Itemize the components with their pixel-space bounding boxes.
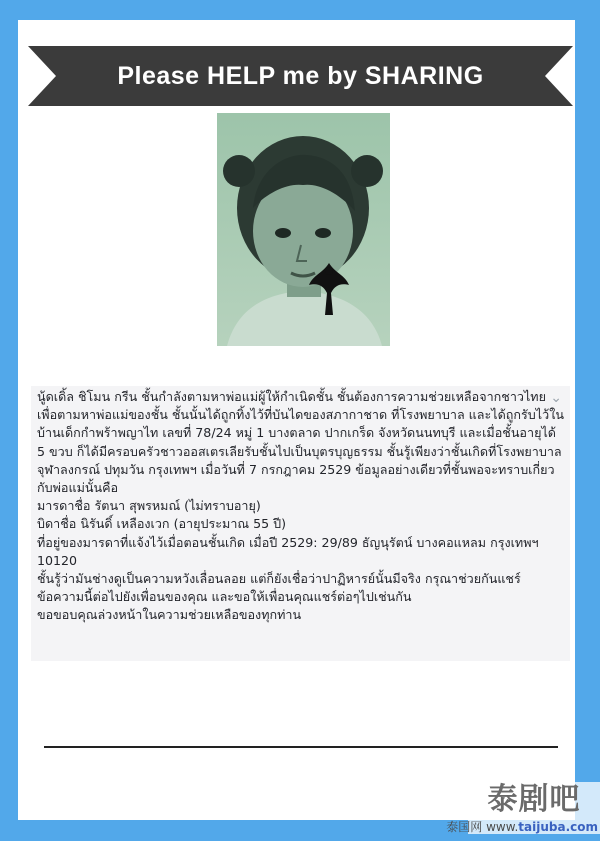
banner-title: Please HELP me by SHARING [117,62,484,90]
watermark-site: taijuba.com [518,820,598,834]
watermark-logo: 泰剧吧 [487,782,581,817]
ribbon-banner [28,46,573,106]
post-text-box [31,386,570,661]
watermark-prefix: 泰国网 www. [446,820,519,834]
post-body-text: นู้ดเดิ้ล ชิโมน กรีน ชั้นกำลังตามหาพ่อแม่ผู้ให้กำเนิดชั้น ชั้นต้องการความช่วยเหลือจากชาวไทยเพื่อตามหาพ่อแม่ของชั้น ชั้นนั้นได้ถูกทิ้งไว้ที่บันไดของสภากาชาด ที่โรงพยาบาล และได้ถูกรับไว้ในบ้านเด็กกำพร้าพญาไท เลขที่ 78/24 หมู่ 1 บางตลาด ปากเกร็ด จังหวัดนนทบุรี และเมื่อชั้นอายุได้ 5 ขวบ ก็ได้มีครอบครัวชาวออสเตรเลียรับชั้นไปเป็นบุตรบุญธรรม ชั้นรู้เพียงว่าชั้นเกิดที่โรงพยาบาลจุฬาลงกรณ์ ปทุมวัน กรุงเทพฯ เมื่อวันที่ 7 กรกฎาคม 2529 ข้อมูลอย่างเดียวที่ชั้นพอจะทราบเกี่ยวกับพ่อแม่นั้นคือ มารดาชื่อ รัตนา สุพรหมณ์ (ไม่ทราบอายุ) บิดาชื่อ นิรันดิ์ เหลืองเวก (อายุประมาณ 55 ปี) ที่อยู่ของมารดาที่แจ้งไว้เมื่อตอนชั้นเกิด เมื่อปี 2529: 29/89 ธัญนุรัตน์ บางคอแหลม กรุงเทพฯ 10120 ชั้นรู้ว่ามันช่างดูเป็นความหวังเลื่อนลอย แต่ก็ยังเชื่อว่าปาฏิหารย์นั้นมีจริง กรุณาช่วยกันแชร์ข้อความนี้ต่อไปยังเพื่อนของคุณ และขอให้เพื่อนคุณแชร์ต่อๆไปเช่นกัน ขอขอบคุณล่วงหน้าในความช่วยเหลือของทุกท่าน [37,389,564,623]
chevron-down-icon[interactable]: ⌄ [550,390,562,406]
divider-line [44,746,558,748]
portrait-illustration [217,113,390,346]
watermark-url [362,817,598,837]
child-portrait-photo [217,113,390,346]
